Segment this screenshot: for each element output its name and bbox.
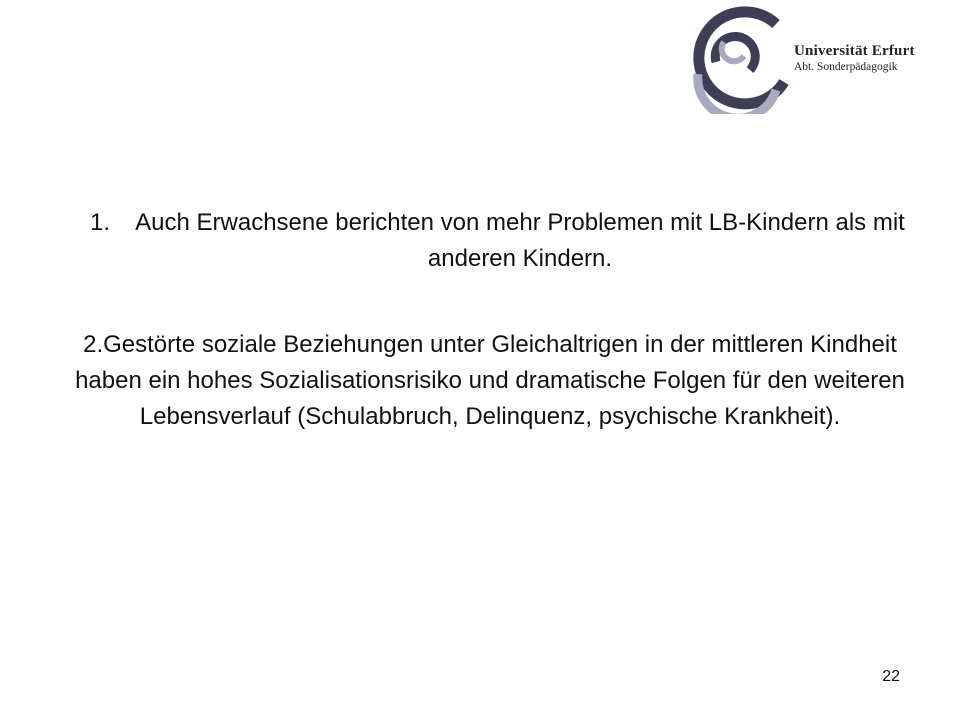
logo-subtitle: Abt. Sonderpädagogik	[794, 61, 898, 73]
page-number: 22	[882, 668, 900, 685]
list-item-text: Gestörte soziale Beziehungen unter Gleichaltrigen in der mittleren Kindheit haben ein hohes Sozialisationsrisiko und dramatische Folgen für den weiteren Lebensverlauf (Schulabbruch, Delinquenz, psychische Krankheit).	[75, 331, 905, 430]
list-item-number: 1.	[90, 209, 111, 236]
logo-text	[794, 42, 915, 74]
list-item	[60, 327, 920, 435]
list-item-number: 2.	[83, 331, 104, 358]
list-item-text: Auch Erwachsene berichten von mehr Problemen mit LB-Kindern als mit anderen Kindern.	[135, 209, 905, 272]
university-erfurt-logo-icon	[680, 2, 790, 114]
university-logo	[680, 2, 950, 114]
slide-content	[60, 205, 920, 435]
logo-title: Universität Erfurt	[794, 43, 915, 59]
list-item	[60, 205, 920, 277]
logo-inner-light-arc	[722, 42, 744, 61]
